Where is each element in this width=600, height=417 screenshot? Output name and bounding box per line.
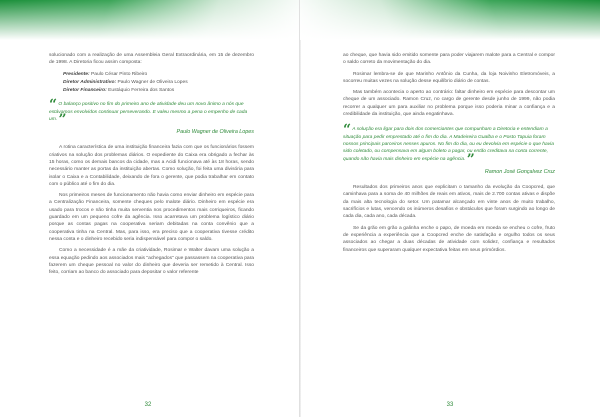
board-name: Paulo César Pinto Ribeiro bbox=[91, 71, 148, 77]
right-paragraph-4: Resultados dos primeiros anos que explicitam o tamanho da evolução da Coopcred, que caminhava para a soma de 40 milhões de reais em ativos, mais de 2.700 contas ativas e dispõe da mais alta tecnologia do setor. Um patamar alcançado em vinte anos de muito trabalho, sacrifícios e lutas, vencendo os inúmeros desafios e obstáculos que foram surgindo ao longo de cada dia, cada ano, cada década. bbox=[343, 185, 555, 220]
board-role: Diretor Administrativo: bbox=[63, 79, 117, 85]
left-paragraph-2: A rotina característica de uma instituição financeira fazia com que os funcionários fossem criativos na solução dos problemas diários. O expediente do Caixa era obrigado a fechar às 15 horas, como os demais bancos da cidade, mas a Acidi funcionava até às 18 horas, sendo necessário manter as portas da instituição abertas. Como solução, foi feita uma divisória para isolar o Caixa e a Contabilidade, deixando de fora o gerente, que podia trabalhar em contato com o público até o fim do dia. bbox=[49, 145, 254, 187]
pull-quote-text: A solução era ligar para dois dos comerciantes que compunham a Diretoria e entendiam a situação para pedir emprestado até o fim do dia. A Madeireira Gualba e o Posto Tapuia foram nossos principais parceiros nesses apuros. No fim do dia, ou eu devolvia em espécie o que havia sido coletado, ou compensava em algum boleto a pagar, ou então creditava na conta corrente, quando não havia mais dinheiro em espécie na agência. bbox=[343, 127, 554, 162]
board-name: Paulo Wagner de Oliveira Lopes bbox=[117, 79, 188, 85]
board-role: Presidente: bbox=[63, 71, 90, 77]
quote-close-icon: ” bbox=[58, 111, 67, 128]
board-list bbox=[63, 71, 254, 96]
right-paragraph-1: ao cheque, que havia sido emitido somente para poder viajarem malote para a Central e compor o saldo correto da movimentação do dia. bbox=[343, 53, 555, 66]
left-page-content bbox=[49, 52, 254, 280]
left-page-banner bbox=[0, 0, 300, 40]
quote-close-icon: ” bbox=[466, 151, 475, 168]
pull-quote-text: O balanço positivo no fim do primeiro ano de atividade deu um novo ânimo a nós que estávamos envolvidos continuar perseverando. E valeu mesmo a pena o empenho de cada um. bbox=[49, 102, 248, 122]
quote-open-icon: “ bbox=[49, 97, 58, 114]
page-number: 32 bbox=[144, 402, 152, 408]
right-page bbox=[300, 0, 600, 417]
pull-quote-author: Paulo Wagner de Oliveira Lopes bbox=[176, 129, 254, 136]
right-paragraph-2: Rosimar lembra-se de que Marinho Antônio da Cunha, da loja Noivinho Eletromóveis, a socorreu muitas vezes na solução desse equilíbrio diário de contas. bbox=[343, 71, 555, 84]
right-page-content bbox=[343, 52, 555, 258]
quote-open-icon: “ bbox=[343, 122, 352, 139]
board-role: Diretor Financeiro: bbox=[63, 88, 107, 93]
board-name: Eustáquio Ferreira dos Santos bbox=[108, 88, 175, 93]
pull-quote-1 bbox=[49, 97, 254, 128]
pull-quote-2 bbox=[343, 122, 555, 168]
pull-quote-author: Ramon José Gonçalvez Cruz bbox=[484, 168, 555, 175]
right-page-banner bbox=[300, 0, 600, 40]
left-paragraph-4: Como a necessidade é a mãe da criatividade, Rosimar e Walter davam uma solução a essa equação pedindo aos associados mais "achegados" que passassem na cooperativa para fazerem um cheque pessoal no valor do dinheiro que deveria ser remetido à Central. Isso feito, corriam ao banco do associado para depositar o valor referente bbox=[49, 248, 254, 276]
left-paragraph-1: solucionado com a realização de uma Assembleia Geral Extraordinária, em 15 de dezembro de 1998. A Diretoria ficou assim composta: bbox=[49, 53, 254, 66]
right-paragraph-3: Mas também acontecia o aperto ao contrário: faltar dinheiro em espécie para descontar um cheque de um associado. Ramon Cruz, no cargo de gerente desde junho de 1999, não podia recorrer a qualquer um para auxiliar no problema porque isso poderia minar a confiança e a credibilidade da instituição, que ainda engatinhava. bbox=[343, 90, 555, 118]
right-paragraph-5: Se da grão em grão a galinha enche o papo, de moeda em moeda se encheu o cofre, fruto de experiência a experiência que a Coopcred enche de satisfação e orgulho todos os seus associados ao chegar a duas décadas de atividade com solidez, confiança e resultados financeiros que superaram qualquer expectativa feitas em seus primórdios. bbox=[343, 225, 555, 253]
board-member bbox=[63, 79, 254, 87]
board-member bbox=[63, 87, 254, 95]
left-paragraph-3: Nos primeiros meses de funcionamento não havia como enviar dinheiro em espécie para a Centralização Financeira, somente cheques pelo malote diário. Dinheiro em espécie era usado para trocos e não tinha muita serventia nos procedimentos mais corriqueiros, ficando guardado em um pequeno cofre da agência. Isso acarretava um problema logístico diário porque as contas pagas na cooperativa seriam debitadas na conta convênio que a cooperativa tinha na Central. Mas, para isso, era preciso que a cooperativa tivesse crédito nessa conta e o dinheiro recebido seria indispensável para compor o saldo. bbox=[49, 193, 254, 242]
board-member bbox=[63, 71, 254, 79]
page-number: 33 bbox=[446, 402, 454, 408]
